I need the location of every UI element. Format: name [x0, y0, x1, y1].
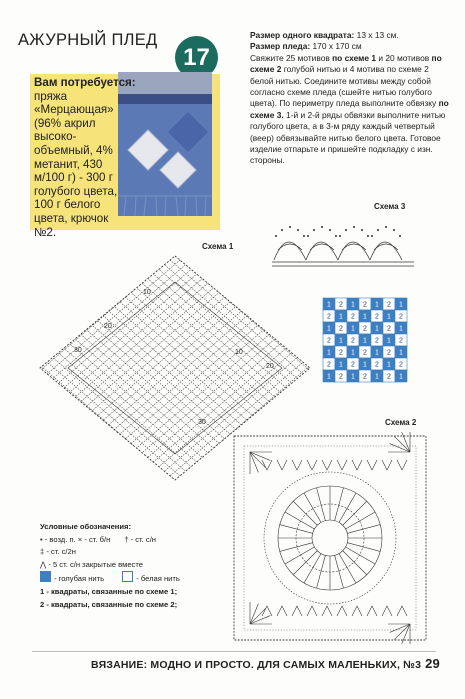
blanket-size-label: Размер пледа:	[250, 41, 311, 52]
layout-cell-label: 1	[327, 349, 331, 357]
footer-text: ВЯЗАНИЕ: МОДНО И ПРОСТО. ДЛЯ САМЫХ МАЛЕНЬКИХ, №3	[91, 659, 422, 671]
layout-cell-label: 1	[327, 373, 331, 381]
legend-title: Условные обозначения:	[40, 522, 132, 531]
project-number-badge: 17	[175, 36, 218, 79]
specs-block	[250, 30, 450, 167]
legend-item-white: - белая нить	[136, 574, 180, 584]
white-swatch	[122, 571, 133, 582]
layout-cell-label: 2	[375, 337, 379, 345]
layout-cell-label: 2	[375, 361, 379, 369]
scheme1-label: 20	[104, 323, 112, 330]
layout-cell-label: 2	[363, 349, 367, 357]
layout-cell-label: 2	[399, 337, 403, 345]
scheme1-label: 30	[74, 347, 82, 354]
materials-text	[34, 76, 214, 239]
layout-cell-label: 1	[339, 313, 343, 321]
layout-grid	[322, 297, 408, 388]
layout-cell-label: 1	[399, 373, 403, 381]
layout-cell-label: 2	[387, 373, 391, 381]
layout-cell-label: 2	[363, 301, 367, 309]
layout-cell-label: 2	[339, 325, 343, 333]
scheme2-diagram	[230, 432, 430, 644]
legend-item-dc: ‡ - ст. с/2н	[40, 547, 76, 557]
layout-cell-label: 2	[351, 313, 355, 321]
materials-heading: Вам потребуется:	[34, 76, 136, 89]
layout-cell-label: 1	[363, 361, 367, 369]
layout-cell-label: 2	[387, 301, 391, 309]
layout-cell-label: 2	[399, 361, 403, 369]
layout-cell-label: 1	[327, 301, 331, 309]
layout-cell-label: 2	[363, 325, 367, 333]
layout-cell-label: 2	[339, 301, 343, 309]
footer	[40, 656, 440, 671]
legend-item-scheme2: 2 - квадраты, связанные по схеме 2;	[40, 599, 178, 609]
layout-cell-label: 1	[387, 313, 391, 321]
layout-cell-label: 2	[327, 313, 331, 321]
layout-cell-label: 1	[375, 373, 379, 381]
blanket-size-value: 170 х 170 см	[312, 41, 362, 52]
scheme3-caption: Схема 3	[374, 202, 406, 211]
page-title: АЖУРНЫЙ ПЛЕД	[18, 31, 158, 49]
layout-cell-label: 2	[339, 373, 343, 381]
layout-cell-label: 1	[339, 361, 343, 369]
layout-cell-label: 1	[375, 325, 379, 333]
footer-divider	[32, 651, 436, 652]
layout-cell-label: 1	[375, 301, 379, 309]
scheme1-label: 20	[266, 363, 274, 370]
legend-item-dc-extra: † - ст. с/н	[124, 534, 157, 544]
blue-swatch	[40, 571, 51, 582]
legend-item-chain: • - возд. п. × - ст. б/н	[40, 534, 111, 544]
layout-cell-label: 2	[327, 361, 331, 369]
layout-cell-label: 1	[351, 373, 355, 381]
legend-item-scheme1: 1 - квадраты, связанные по схеме 1;	[40, 586, 178, 596]
scheme1-caption: Схема 1	[202, 242, 234, 251]
layout-cell-label: 2	[339, 349, 343, 357]
scheme1-label: 10	[235, 349, 243, 356]
instructions-text: Свяжите 25 мотивов по схеме 1 и 20 мотивов по схеме 2 голубой нитью и 4 мотива по схеме 2 белой нитью. Соедините мотивы между собой согласно схеме пледа (сшейте нитью голубого цвета). По периметру пледа выполните обвязку по схеме 3. 1-й и 2-й ряды обвязки выполните нитью голубого цвета, а в 3-м ряду каждый четвертый (веер) обвязывайте нитью белого цвета. Готовое изделие отпарьте и пришейте подкладку с изн. стороны.	[250, 52, 449, 166]
materials-body: пряжа «Мерцающая» (96% акрил высоко-объемный, 4% метанит, 430 м/100 г) - 300 г голубого цвета, 100 г белого цвета, крючок №2.	[34, 89, 118, 239]
layout-cell-label: 1	[351, 349, 355, 357]
page-number: 29	[425, 656, 440, 671]
layout-cell-label: 2	[351, 337, 355, 345]
layout-cell-label: 2	[363, 373, 367, 381]
layout-cell-label: 1	[399, 349, 403, 357]
layout-cell-label: 2	[399, 313, 403, 321]
layout-cell-label: 2	[387, 325, 391, 333]
layout-cell-label: 1	[399, 301, 403, 309]
scheme2-caption: Схема 2	[385, 418, 417, 427]
layout-cell-label: 2	[351, 361, 355, 369]
layout-cell-label: 1	[351, 325, 355, 333]
layout-cell-label: 2	[327, 337, 331, 345]
square-size-value: 13 х 13 см.	[356, 30, 399, 40]
layout-cell-label: 2	[375, 313, 379, 321]
layout-cell-label: 1	[387, 337, 391, 345]
layout-cell-label: 1	[339, 337, 343, 345]
layout-cell-label: 1	[363, 313, 367, 321]
layout-cell-label: 1	[351, 301, 355, 309]
scheme1-label: 10	[143, 289, 151, 296]
layout-cell-label: 1	[327, 325, 331, 333]
layout-cell-label: 1	[399, 325, 403, 333]
legend	[40, 521, 220, 611]
scheme1-label: 30	[198, 419, 206, 426]
square-size-label: Размер одного квадрата:	[250, 30, 355, 40]
legend-item-blue: - голубая нить	[54, 574, 105, 584]
layout-cell-label: 1	[375, 349, 379, 357]
layout-cell-label: 1	[387, 361, 391, 369]
layout-cell-label: 2	[387, 349, 391, 357]
layout-cell-label: 1	[363, 337, 367, 345]
legend-item-cluster: ⋀ - 5 ст. с/н закрытые вместе	[40, 559, 143, 569]
